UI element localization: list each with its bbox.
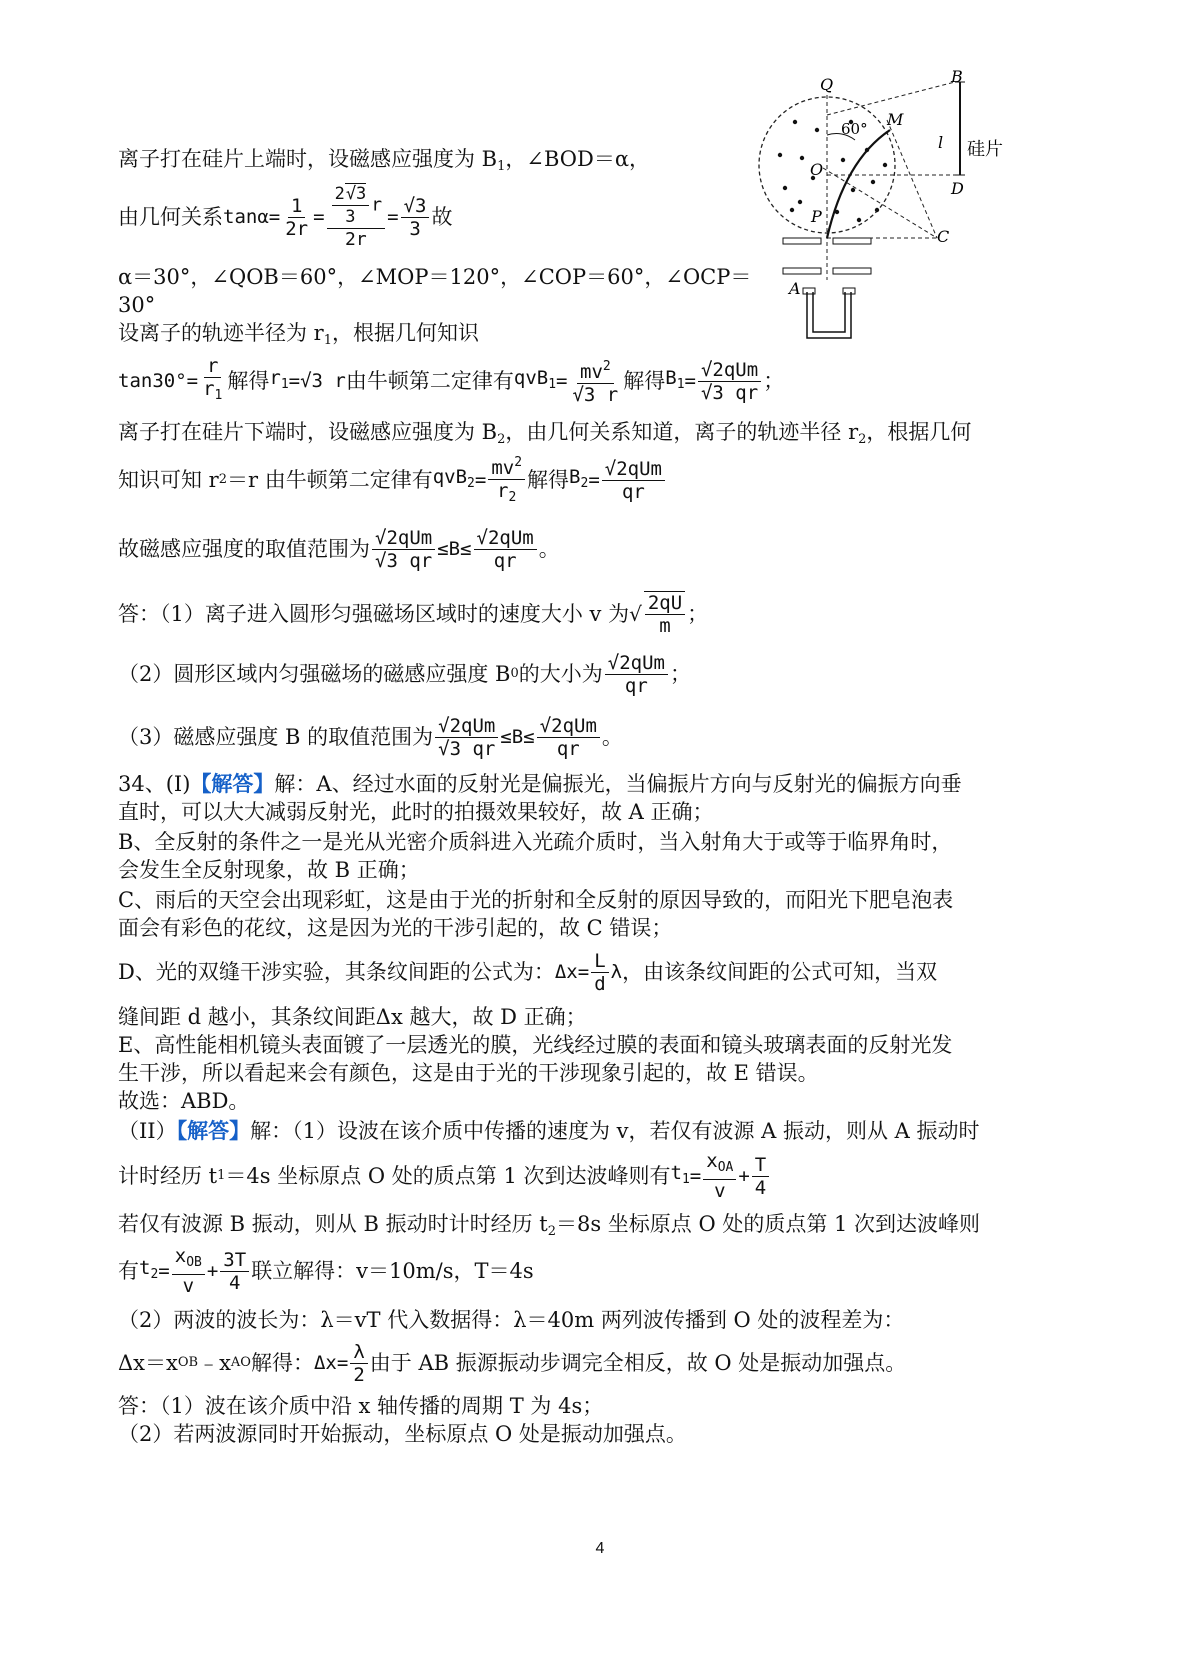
line-m-c <box>887 120 937 238</box>
answer-line: （3）磁感应强度 B 的取值范围为 $\frac{\text{√2qUm}}{√3 qr}$ ≤B≤ $\frac{\text{√2qUm}}{qr}$ 。 <box>118 714 623 760</box>
text-line: 设离子的轨迹半径为 $r_1$，根据几何知识 <box>118 321 479 348</box>
equation-line: Δx＝x OB ﹣x AO 解得： Δx = $\frac{\lambda}{2}$ 由于 AB 振源振动步调完全相反，故 O 处是振动加强点。 <box>118 1340 907 1386</box>
equation-line: tan30° = $\frac{r}{r_1}$ 解得 $r_1$ = √3 r 由牛顿第二定律有 qvB$_1$ = $\frac{mv^2}{√3 r}$ 解得 $B_1$ = $\frac{\text{√2qUm}}{√3 qr}$ ； <box>118 355 785 406</box>
text-line: 34、(I)【解答】解：A、经过水面的反射光是偏振光，当偏振片方向与反射光的偏振方向垂 <box>118 771 962 796</box>
magnetic-field-diagram <box>755 70 1035 350</box>
label-c: C <box>937 227 950 246</box>
text-line: 离子打在硅片下端时，设磁感应强度为 $B_2$，由几何关系知道，离子的轨迹半径 $r_2$，根据几何 <box>118 420 972 447</box>
equation-line: 由几何关系 tanα = $\frac{1}{2r}$ = $\frac{2√3}{3}$ r 2r = $\frac{√3}{3}$ 故 <box>118 184 453 250</box>
label-silicon: 硅片 <box>967 139 1003 160</box>
label-m: M <box>887 110 904 129</box>
text-line: 故选：ABD。 <box>118 1089 250 1113</box>
text-line: α＝30°，∠QOB＝60°，∠MOP＝120°，∠COP＝60°，∠OCP＝ <box>118 265 752 289</box>
page-number: 4 <box>595 1540 605 1557</box>
text-line: 生干涉，所以看起来会有颜色，这是由于光的干涉现象引起的，故 E 错误。 <box>118 1061 819 1085</box>
text-line: （II）【解答】解：（1）设波在该介质中传播的速度为 v，若仅有波源 A 振动，则从 A 振动时 <box>118 1118 980 1143</box>
equation-line: 故磁感应强度的取值范围为 $\frac{\text{√2qUm}}{√3 qr}$ ≤B≤ $\frac{\text{√2qUm}}{qr}$ 。 <box>118 526 560 572</box>
text-line: 缝间距 d 越小，其条纹间距Δx 越大，故 D 正确； <box>118 1005 587 1029</box>
field-dots <box>778 120 887 222</box>
text-line: （2）若两波源同时开始振动，坐标原点 O 处是振动加强点。 <box>118 1422 687 1446</box>
equation-line: 计时经历 t 1 ＝4s 坐标原点 O 处的质点第 1 次到达波峰则有 $t_1$ = $\frac{x_{OA}}{v}$ + $\frac{T}{4}$ <box>118 1148 771 1204</box>
text-line: B、全反射的条件之一是光从光密介质斜进入光疏介质时，当入射角大于或等于临界角时， <box>118 830 953 854</box>
text-line: 面会有彩色的花纹，这是因为光的干涉引起的，故 C 错误； <box>118 916 673 940</box>
label-o: O <box>810 160 824 179</box>
text-line: （2）两波的波长为：λ＝vT 代入数据得：λ＝40m 两列波传播到 O 处的波程差为： <box>118 1308 905 1332</box>
text-line: E、高性能相机镜头表面镀了一层透光的膜，光线经过膜的表面和镜头玻璃表面的反射光发 <box>118 1033 953 1057</box>
plate-right <box>833 238 871 244</box>
label-d: D <box>951 179 964 198</box>
text-line: 直时，可以大大减弱反射光，此时的拍摄效果较好，故 A 正确； <box>118 800 714 824</box>
label-q: Q <box>820 75 834 94</box>
answer-line: （2）圆形区域内匀强磁场的磁感应强度 B 0 的大小为 $\frac{\text{√2qUm}}{qr}$ ； <box>118 651 691 697</box>
text-line: 30° <box>118 293 156 317</box>
label-b: B <box>951 70 963 86</box>
label-p: P <box>811 207 822 226</box>
equation-line: 知识可知 r 2 ＝r 由牛顿第二定律有 qvB$_2$ = $\frac{mv^2}{r_2}$ 解得 $B_2$ = $\frac{\text{√2qUm}}{qr}$ <box>118 450 667 510</box>
line-o-c <box>823 168 937 238</box>
text-line: 离子打在硅片上端时，设磁感应强度为 $B_1$，∠BOD＝α， <box>118 147 651 174</box>
label-l: l <box>938 133 944 152</box>
answer-line: 答：（1）离子进入圆形匀强磁场区域时的速度大小 v 为 √ $\frac{2qU}{m}$ ； <box>118 592 709 637</box>
equation-line: 有 $t_2$ = $\frac{x_{OB}}{v}$ + $\frac{3T}{4}$ 联立解得：v＝10m/s，T＝4s <box>118 1245 534 1297</box>
ion-source <box>807 292 851 338</box>
plate-left <box>783 238 821 244</box>
equation-line: D、光的双缝干涉实验，其条纹间距的公式为： Δx = $\frac{L}{d}$ λ ，由该条纹间距的公式可知，当双 <box>118 949 938 995</box>
text-line: 答：（1）波在该介质中沿 x 轴传播的周期 T 为 4s； <box>118 1394 604 1418</box>
text-line: C、雨后的天空会出现彩虹，这是由于光的折射和全反射的原因导致的，而阳光下肥皂泡表 <box>118 888 954 912</box>
label-a: A <box>789 279 801 298</box>
text-line: 会发生全反射现象，故 B 正确； <box>118 858 420 882</box>
text-line: 若仅有波源 B 振动，则从 B 振动时计时经历 $t_2=8s$ 坐标原点 O 处的质点第 1 次到达波峰则 <box>118 1212 981 1239</box>
label-angle: 60° <box>841 120 868 138</box>
